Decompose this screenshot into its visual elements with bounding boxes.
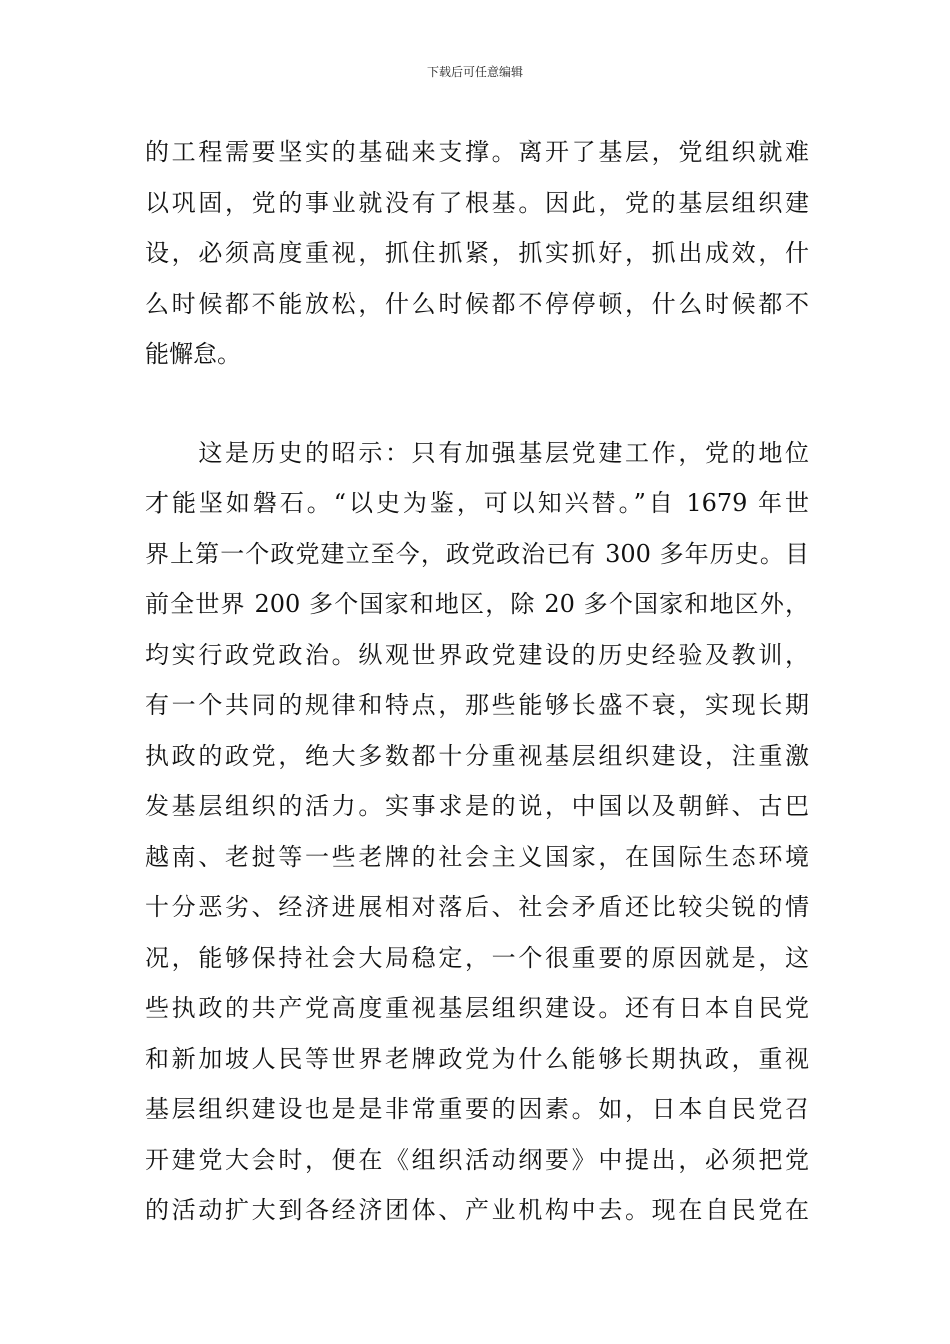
text-line: 执政的政党，绝大多数都十分重视基层组织建设，注重激: [145, 741, 809, 770]
text-line: 能懈怠。: [145, 340, 241, 368]
text-line: 的活动扩大到各经济团体、产业机构中去。现在自民党在: [145, 1196, 809, 1224]
text-line: 况，能够保持社会大局稳定，一个很重要的原因就是，这: [145, 943, 809, 972]
text-line: 发基层组织的活力。实事求是的说，中国以及朝鲜、古巴: [145, 792, 809, 820]
text-line: 的工程需要坚实的基础来支撑。离开了基层，党组织就难: [145, 138, 809, 166]
text-line: 基层组织建设也是是非常重要的因素。如，日本自民党召: [145, 1095, 809, 1123]
paragraph: [145, 127, 809, 380]
text-line: 均实行政党政治。纵观世界政党建设的历史经验及教训，: [145, 640, 809, 669]
text-line: 开建党大会时，便在《组织活动纲要》中提出，必须把党: [145, 1145, 809, 1174]
document-body: [145, 127, 809, 1236]
text-line: 些执政的共产党高度重视基层组织建设。还有日本自民党: [145, 994, 809, 1022]
paragraph: [145, 428, 809, 1236]
page-header: 下载后可任意编辑: [426, 65, 523, 79]
text-line: 这是历史的昭示：只有加强基层党建工作，党的地位: [145, 438, 809, 467]
text-line: 设，必须高度重视，抓住抓紧，抓实抓好，抓出成效，什: [145, 239, 809, 267]
text-line: 界上第一个政党建立至今，政党政治已有 300 多年历史。目: [145, 539, 809, 568]
text-line: 才能坚如磐石。“以史为鉴，可以知兴替。”自 1679 年世: [145, 489, 809, 517]
text-line: 前全世界 200 多个国家和地区，除 20 多个国家和地区外，: [145, 590, 809, 618]
text-line: 有一个共同的规律和特点，那些能够长盛不衰，实现长期: [145, 691, 809, 719]
text-line: 和新加坡人民等世界老牌政党为什么能够长期执政，重视: [145, 1044, 809, 1073]
text-line: 么时候都不能放松，什么时候都不停停顿，什么时候都不: [145, 289, 809, 318]
text-line: 越南、老挝等一些老牌的社会主义国家，在国际生态环境: [145, 842, 809, 871]
paragraph-spacer: [145, 380, 809, 428]
text-line: 以巩固，党的事业就没有了根基。因此，党的基层组织建: [145, 188, 809, 217]
text-line: 十分恶劣、经济进展相对落后、社会矛盾还比较尖锐的情: [145, 893, 809, 921]
